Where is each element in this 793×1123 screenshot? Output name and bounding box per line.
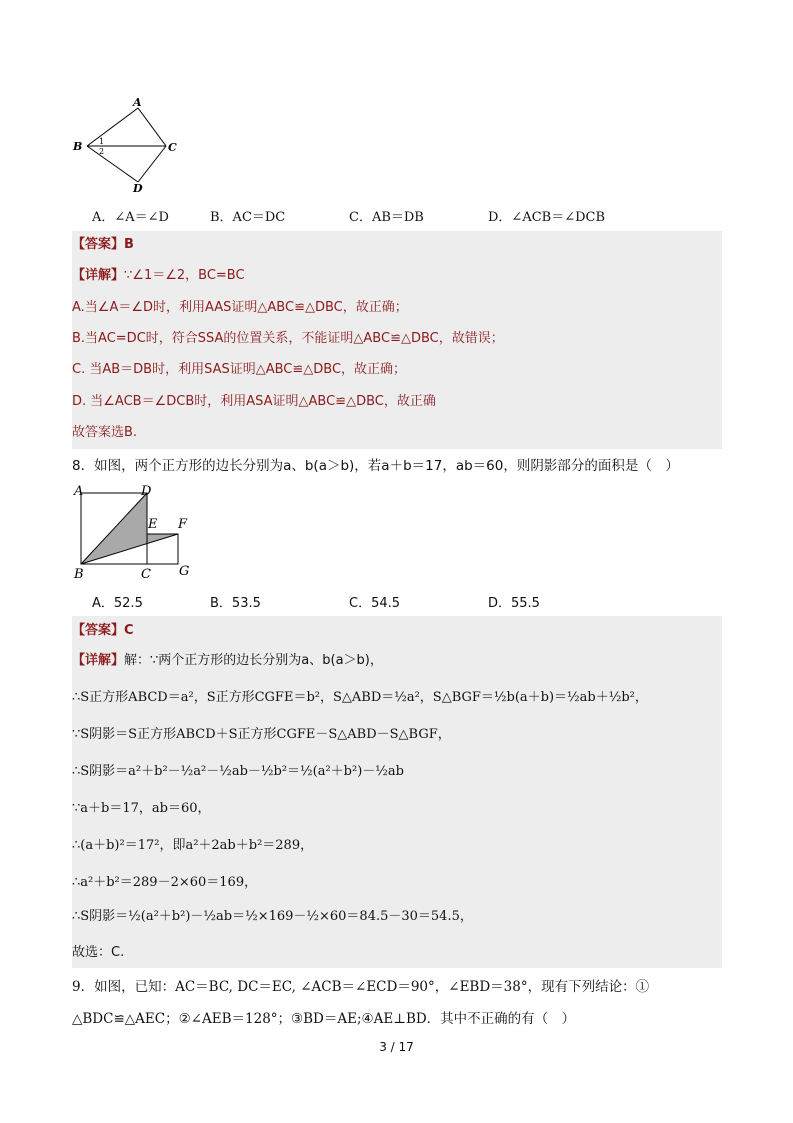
q7-detail-line: A.当∠A＝∠D时，利用AAS证明△ABC≌△DBC，故正确； [72,300,408,315]
q8-figure [70,480,200,580]
q8-label-B: B [74,567,84,580]
q9-stem-line2: △BDC≌△AEC；②∠AEB＝128°；③BD＝AE;④AE⊥BD．其中不正确的有（ ） [72,1011,576,1027]
q8-answer-tag: 【答案】 [72,623,125,638]
q7-detail-line: D. 当∠ACB＝∠DCB时，利用ASA证明△ABC≌△DBC，故正确 [72,394,436,409]
q9-stem-line1: 9．如图，已知：AC＝BC, DC＝EC, ∠ACB＝∠ECD＝90°，∠EBD＝38°，现有下列结论：① [72,979,650,995]
q7-answer-value: B [124,237,134,252]
q8-label-A: A [74,484,84,499]
q8-option-c: C．54.5 [349,596,401,611]
q8-detail-tag: 【详解】 [72,653,125,668]
q7-answer-tag: 【答案】 [72,237,125,252]
q7-option-a: A．∠A＝∠D [92,210,169,225]
q8-stem: 8．如图，两个正方形的边长分别为a、b(a＞b)，若a＋b＝17，ab＝60，则阴影部分的面积是（ ） [72,458,679,474]
q7-detail-head [72,262,245,290]
q8-option-b: B．53.5 [210,596,261,611]
q8-label-E: E [148,517,158,532]
q7-figure [70,96,185,196]
page-number: 3 / 17 [379,1040,414,1054]
q8-detail-line: 故选：C. [72,945,125,960]
q7-label-D: D [133,182,143,195]
q8-detail-line: ∴a²＋b²＝289－2×60＝169， [72,875,258,890]
q8-option-d: D．55.5 [488,596,540,611]
q8-detail-line: ∴S阴影＝½(a²＋b²)－½ab＝½×169－½×60＝84.5－30＝54.5， [72,909,473,924]
q8-detail-head [72,647,383,675]
q8-answer-value: C [124,623,134,638]
q8-detail-line: ∴S阴影＝a²＋b²－½a²－½ab－½b²＝½(a²＋b²)－½ab [72,764,404,779]
q8-label-G: G [179,564,190,579]
q8-answer-line [72,617,134,645]
q7-option-b: B．AC＝DC [210,210,286,225]
q7-label-B: B [73,140,83,153]
q7-label-C: C [168,141,177,154]
q8-label-C: C [141,567,151,580]
q8-detail-text: 解：∵两个正方形的边长分别为a、b(a＞b)， [124,653,383,668]
q7-detail-line: C. 当AB＝DB时，利用SAS证明△ABC≌△DBC，故正确； [72,362,407,377]
q8-detail-line: ∵a＋b＝17，ab＝60， [72,801,211,816]
q7-detail-line: B.当AC=DC时，符合SSA的位置关系，不能证明△ABC≌△DBC，故错误； [72,331,504,346]
q8-label-F: F [178,517,188,532]
q7-detail-text: ∵∠1＝∠2，BC=BC [124,268,245,283]
q7-option-c: C．AB＝DB [349,210,424,225]
q8-option-a: A．52.5 [92,596,143,611]
q7-option-d: D．∠ACB＝∠DCB [488,210,606,225]
q7-detail-tag: 【详解】 [72,268,125,283]
q8-label-D: D [141,484,152,499]
q7-angle-1: 1 [99,137,105,146]
q7-detail-line: 故答案选B. [72,425,138,440]
q7-label-A: A [133,96,142,109]
q7-angle-2: 2 [99,147,105,156]
q8-detail-line: ∵S阴影＝S正方形ABCD＋S正方形CGFE－S△ABD－S△BGF， [72,727,451,742]
q8-detail-line: ∴(a＋b)²＝17²，即a²＋2ab＋b²＝289， [72,838,314,853]
q8-detail-line: ∴S正方形ABCD＝a²，S正方形CGFE＝b²，S△ABD＝½a²，S△BGF＝½b(a＋b)＝½ab＋½b²， [72,690,648,705]
q7-answer-line [72,231,134,259]
